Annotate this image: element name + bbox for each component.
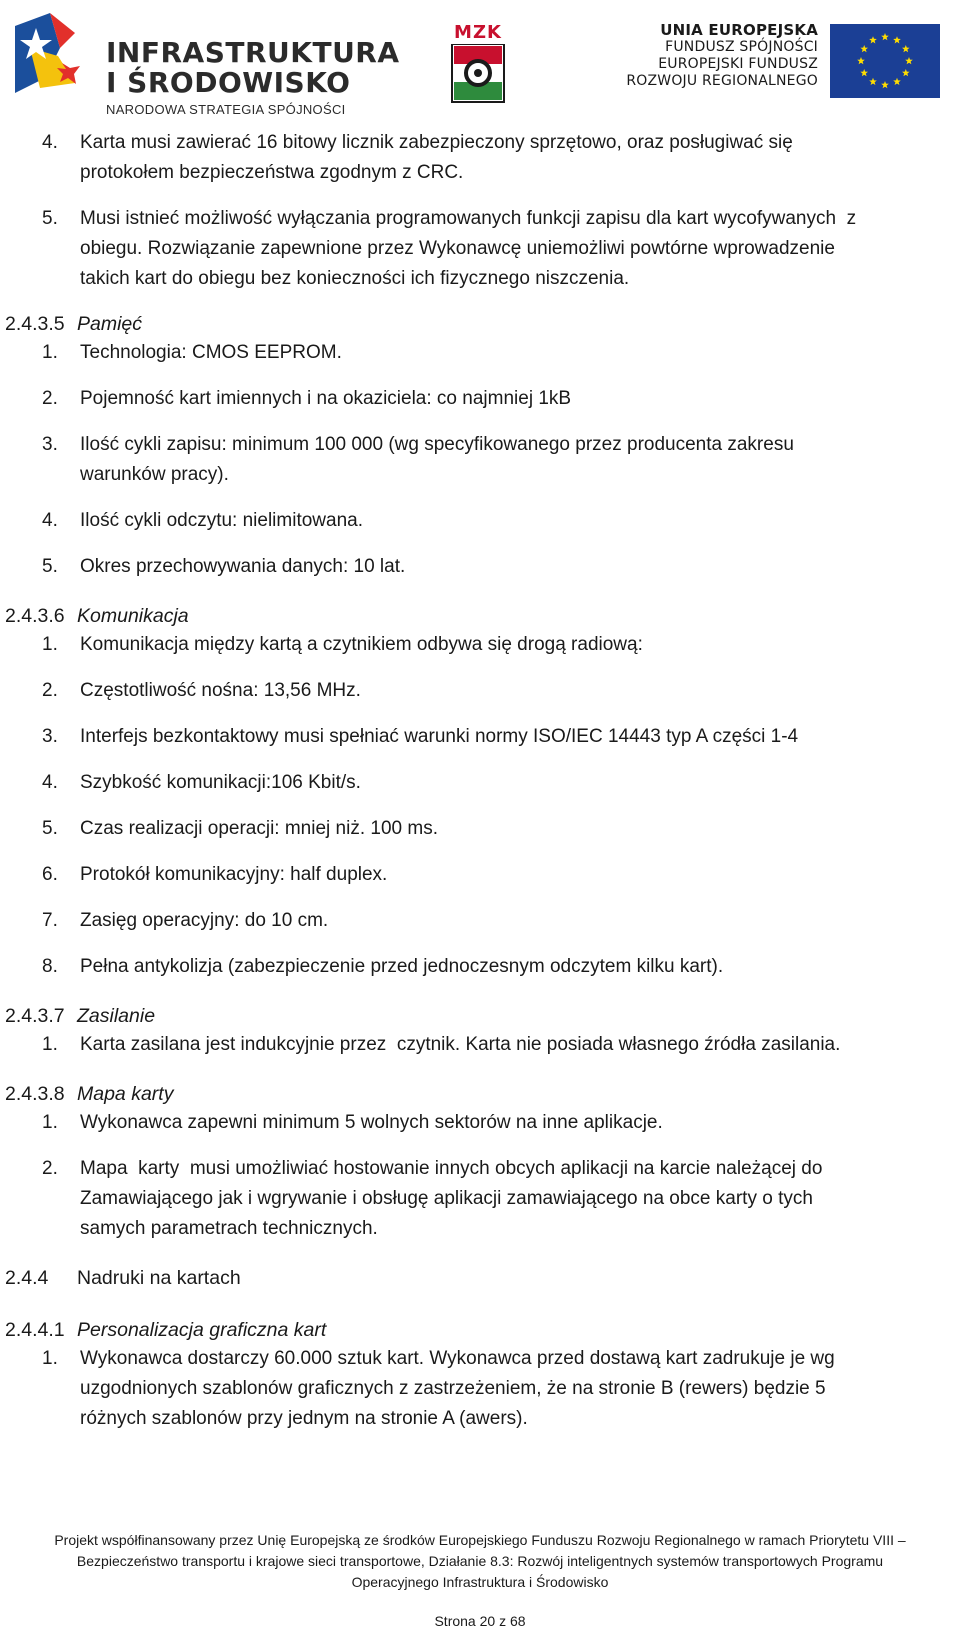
list-item-number: 2. (42, 388, 58, 409)
section-title: Nadruki na kartach (77, 1267, 241, 1289)
infrastruktura-srodowisko-logo (10, 8, 400, 117)
list-item-number: 3. (42, 434, 58, 455)
eu-star-icon (869, 78, 877, 85)
list-item-text: Technologia: CMOS EEPROM. (80, 342, 342, 363)
section-number: 2.4.3.6 (5, 605, 65, 627)
list-item-number: 1. (42, 1348, 58, 1369)
eu-line2: FUNDUSZ SPÓJNOŚCI (665, 39, 818, 55)
eu-logo (618, 22, 948, 102)
list-item-text: Szybkość komunikacji:106 Kbit/s. (80, 772, 361, 793)
mzk-emblem-icon (450, 44, 506, 104)
list-item-text: warunków pracy). (80, 464, 229, 485)
eu-star-icon (881, 33, 889, 40)
page-header (0, 0, 960, 115)
list-item-number: 1. (42, 1112, 58, 1133)
section-number: 2.4.3.7 (5, 1005, 65, 1027)
footer-line2: Bezpieczeństwo transportu i krajowe sieci transportowe, Działanie 8.3: Rozwój inteligentnych systemów transportowych Programu (76, 1553, 884, 1569)
footer-line1: Projekt współfinansowany przez Unię Europejską ze środków Europejskiego Funduszu Rozwoju Regionalnego w ramach Priorytetu VIII – (54, 1532, 906, 1548)
list-item-number: 1. (42, 634, 58, 655)
list-item-text: Interfejs bezkontaktowy musi spełniać warunki normy ISO/IEC 14443 typ A części 1-4 (80, 726, 799, 747)
eu-line3: EUROPEJSKI FUNDUSZ (658, 56, 818, 72)
section-number: 2.4.4.1 (5, 1319, 65, 1341)
star-emblem-icon (10, 8, 100, 100)
list-item-text: Okres przechowywania danych: 10 lat. (80, 556, 406, 577)
list-item-number: 5. (42, 818, 58, 839)
list-item-number: 4. (42, 510, 58, 531)
list-item-number: 2. (42, 1158, 58, 1179)
eu-star-icon (857, 57, 865, 64)
section-number: 2.4.4 (5, 1267, 49, 1289)
section-title: Komunikacja (77, 605, 189, 627)
list-item-text: obiegu. Rozwiązanie zapewnione przez Wykonawcę uniemożliwi powtórne wprowadzenie (80, 238, 835, 259)
section-heading (5, 1264, 241, 1292)
section-number: 2.4.3.5 (5, 313, 65, 335)
list-item-text: samych parametrach technicznych. (80, 1218, 378, 1239)
list-item-text: Karta musi zawierać 16 bitowy licznik zabezpieczony sprzętowo, oraz posługiwać się (80, 132, 793, 153)
list-item-text: Częstotliwość nośna: 13,56 MHz. (80, 680, 361, 701)
list-item-text: Pełna antykolizja (zabezpieczenie przed jednoczesnym odczytem kilku kart). (80, 956, 724, 977)
section-heading (5, 310, 142, 338)
footer-line3: Operacyjnego Infrastruktura i Środowisko (351, 1574, 609, 1590)
section-title: Zasilanie (77, 1005, 156, 1027)
list-item-text: Musi istnieć możliwość wyłączania programowanych funkcji zapisu dla kart wycofywanych z (80, 208, 857, 229)
eu-star-icon (881, 81, 889, 88)
list-item-number: 2. (42, 680, 58, 701)
list-item-text: Komunikacja między kartą a czytnikiem odbywa się drogą radiową: (80, 634, 643, 655)
list-item-text: Wykonawca zapewni minimum 5 wolnych sektorów na inne aplikacje. (80, 1112, 663, 1133)
list-item-text: Ilość cykli zapisu: minimum 100 000 (wg specyfikowanego przez producenta zakresu (80, 434, 794, 455)
section-heading (5, 1002, 155, 1030)
page-number: Strona 20 z 68 (434, 1613, 526, 1629)
list-item-text: Ilość cykli odczytu: nielimitowana. (80, 510, 363, 531)
eu-star-icon (869, 36, 877, 43)
eu-star-icon (902, 45, 910, 52)
list-item-number: 6. (42, 864, 58, 885)
section-title: Personalizacja graficzna kart (77, 1319, 327, 1341)
logo-title-line1: INFRASTRUKTURA (106, 36, 400, 69)
list-item-text: Karta zasilana jest indukcyjnie przez czytnik. Karta nie posiada własnego źródła zasilania. (80, 1034, 841, 1055)
section-heading (5, 1316, 326, 1344)
eu-star-icon (860, 69, 868, 76)
logo-title-line2: I ŚRODOWISKO (106, 66, 351, 99)
list-item-text: Pojemność kart imiennych i na okaziciela: co najmniej 1kB (80, 388, 572, 409)
page-footer (0, 1530, 960, 1593)
list-item-text: uzgodnionych szablonów graficznych z zastrzeżeniem, że na stronie B (rewers) będzie 5 (80, 1378, 826, 1399)
list-item-text: różnych szablonów przy jednym na stronie A (awers). (80, 1408, 528, 1429)
list-item-text: Wykonawca dostarczy 60.000 sztuk kart. Wykonawca przed dostawą kart zadrukuje je wg (80, 1348, 835, 1369)
eu-star-icon (893, 78, 901, 85)
list-item-number: 4. (42, 132, 58, 153)
list-item-number: 7. (42, 910, 58, 931)
mzk-logo (450, 22, 506, 102)
eu-star-icon (860, 45, 868, 52)
section-heading (5, 1080, 173, 1108)
section-number: 2.4.3.8 (5, 1083, 65, 1105)
list-item-text: Protokół komunikacyjny: half duplex. (80, 864, 388, 885)
list-item-number: 5. (42, 556, 58, 577)
section-heading (5, 602, 189, 630)
list-item-text: Zasięg operacyjny: do 10 cm. (80, 910, 329, 931)
list-item-text: Mapa karty musi umożliwiać hostowanie innych obcych aplikacji na karcie należącej do (80, 1158, 823, 1179)
list-item-text: Czas realizacji operacji: mniej niż. 100 ms. (80, 818, 438, 839)
list-item-number: 8. (42, 956, 58, 977)
logo-subtitle: NARODOWA STRATEGIA SPÓJNOŚCI (106, 102, 346, 117)
section-title: Pamięć (77, 313, 143, 335)
list-item-text: protokołem bezpieczeństwa zgodnym z CRC. (80, 162, 464, 183)
eu-line4: ROZWOJU REGIONALNEGO (626, 73, 818, 89)
eu-star-icon (893, 36, 901, 43)
eu-flag-icon (830, 24, 940, 98)
eu-star-icon (905, 57, 913, 64)
eu-star-icon (902, 69, 910, 76)
list-item-number: 3. (42, 726, 58, 747)
list-item-number: 1. (42, 342, 58, 363)
list-item-number: 5. (42, 208, 58, 229)
list-item-number: 4. (42, 772, 58, 793)
eu-line1: UNIA EUROPEJSKA (660, 21, 818, 39)
list-item-text: takich kart do obiegu bez konieczności ich fizycznego niszczenia. (80, 268, 630, 289)
section-title: Mapa karty (77, 1083, 174, 1105)
list-item-text: Zamawiającego jak i wgrywanie i obsługę aplikacji zamawiającego na obce karty o tych (80, 1188, 813, 1209)
mzk-logo-text: MZK (454, 22, 502, 43)
list-item-number: 1. (42, 1034, 58, 1055)
